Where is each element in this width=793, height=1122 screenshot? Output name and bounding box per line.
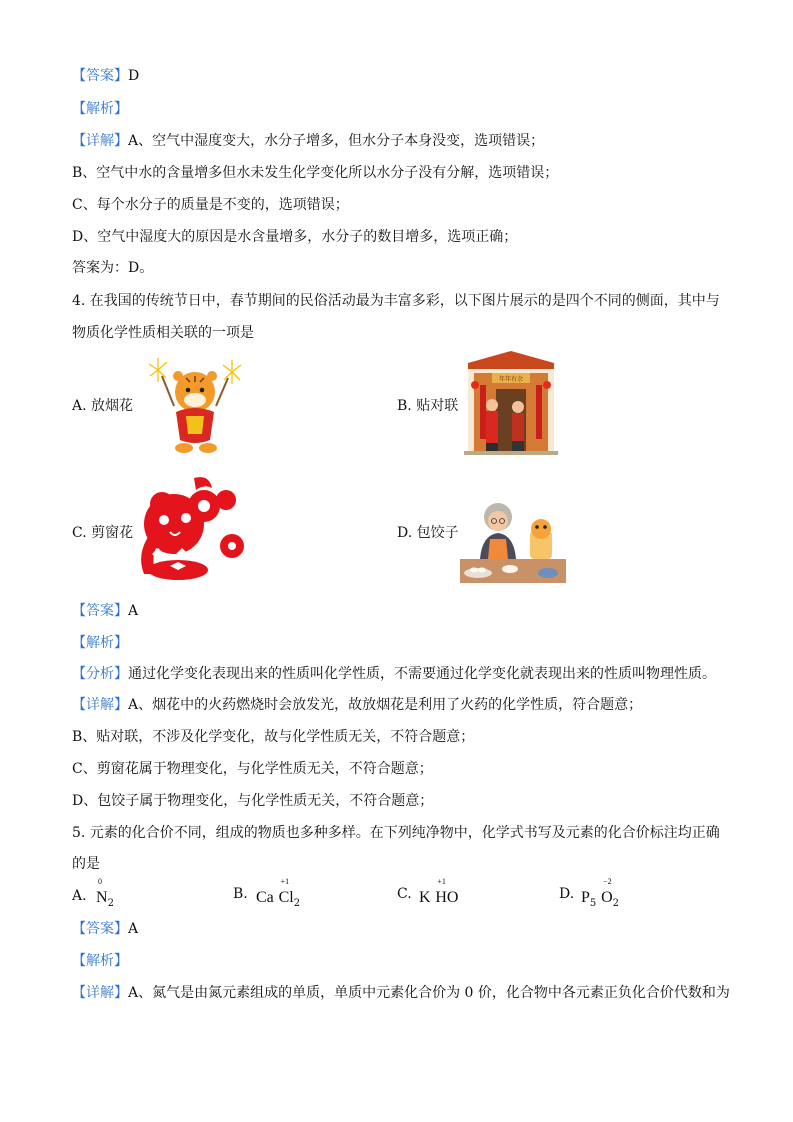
analysis-tag-q4: 【解析】 [72,635,128,651]
sparkler-left-icon [149,358,167,382]
answer-tag: 【答案】 [72,68,128,84]
detail-line-q4 [72,695,642,715]
option-d-label-q5: D. [559,886,575,902]
answer-value-q4: A [128,603,139,619]
option-a-label-q5: A. [72,888,87,904]
question-4-stem-2: 物质化学性质相关联的一项是 [72,325,254,341]
analysis-tag-q5: 【解析】 [72,953,128,969]
oxidation-d: −2 [603,877,612,886]
answer-line-q4 [72,601,138,621]
analysis2-text-q4: 通过化学变化表现出来的性质叫化学性质，不需要通过化学变化就表现出来的性质叫物理性质。 [128,666,716,682]
formula-b: Ca +1 $Cl_2$ [256,877,301,909]
explanation-line-c-q4: C、剪窗花属于物理变化，与化学性质无关，不符合题意； [72,761,433,777]
analysis2-tag-q4: 【分析】 [72,666,128,682]
answer-value-q5: A [128,921,139,937]
oxidation-b: +1 [280,877,290,886]
couplet-image [464,349,558,455]
explanation-line-b: B、空气中水的含量增多但水未发生化学变化所以水分子没有分解，选项错误； [72,165,559,181]
detail-line [72,131,544,151]
question-4-stem-1: 4. 在我国的传统节日中，春节期间的民俗活动最为丰富多彩，以下图片展示的是四个不同的侧面，其中与 [72,293,720,309]
formula-c: K +1 HO [419,877,459,906]
detail-tag-q5: 【详解】 [72,985,128,1001]
banner-text: 年年有余 [498,376,524,383]
explanation-line-b-q4: B、贴对联，不涉及化学变化，故与化学性质无关，不符合题意； [72,729,475,745]
option-a-label: A. 放烟花 [72,398,134,414]
answer-line-q5 [72,919,138,939]
question-5-stem-2: 的是 [72,856,100,872]
analysis-line-q4 [72,664,716,684]
formula-a: 0 $N_2$ [96,877,114,909]
option-d-label: D. 包饺子 [397,525,459,541]
option-b-label-q5: B. [233,886,248,902]
formula-d: $P_5$ −2 $O_2$ [581,877,619,909]
explanation-line-d: D、空气中湿度大的原因是水含量增多，水分子的数目增多，选项正确； [72,229,518,245]
option-b-label: B. 贴对联 [397,398,459,414]
answer-value: D [128,68,140,84]
dumplings-image [460,497,566,583]
tiger-fireworks-image [148,356,244,456]
answer-tag-q4: 【答案】 [72,603,128,619]
detail-tag: 【详解】 [72,133,128,149]
oxidation-c: +1 [437,877,446,886]
detail-tag-q4: 【详解】 [72,697,128,713]
detail-text: A、空气中湿度变大，水分子增多，但水分子本身没变，选项错误； [128,133,545,149]
option-c-label: C. 剪窗花 [72,525,134,541]
answer-tag-q5: 【答案】 [72,921,128,937]
detail-text-q4: A、烟花中的火药燃烧时会放发光，故放烟花是利用了火药的化学性质，符合题意； [128,697,643,713]
option-c-label-q5: C. [397,886,412,902]
explanation-line-d-q4: D、包饺子属于物理变化，与化学性质无关，不符合题意； [72,793,434,809]
detail-text-q5: A、氮气是由氮元素组成的单质，单质中元素化合价为 0 价，化合物中各元素正负化合价代数和为 [128,985,730,1001]
conclusion-line: 答案为：D。 [72,260,154,276]
oxidation-a: 0 [98,877,102,886]
papercut-image [134,474,246,582]
detail-line-q5 [72,983,730,1003]
sparkler-right-icon [223,360,241,384]
question-5-stem-1: 5. 元素的化合价不同，组成的物质也多种多样。在下列纯净物中，化学式书写及元素的化合价标注均正确 [72,825,720,841]
answer-line [72,66,139,86]
explanation-line-c: C、每个水分子的质量是不变的，选项错误； [72,197,349,213]
analysis-tag: 【解析】 [72,101,128,117]
